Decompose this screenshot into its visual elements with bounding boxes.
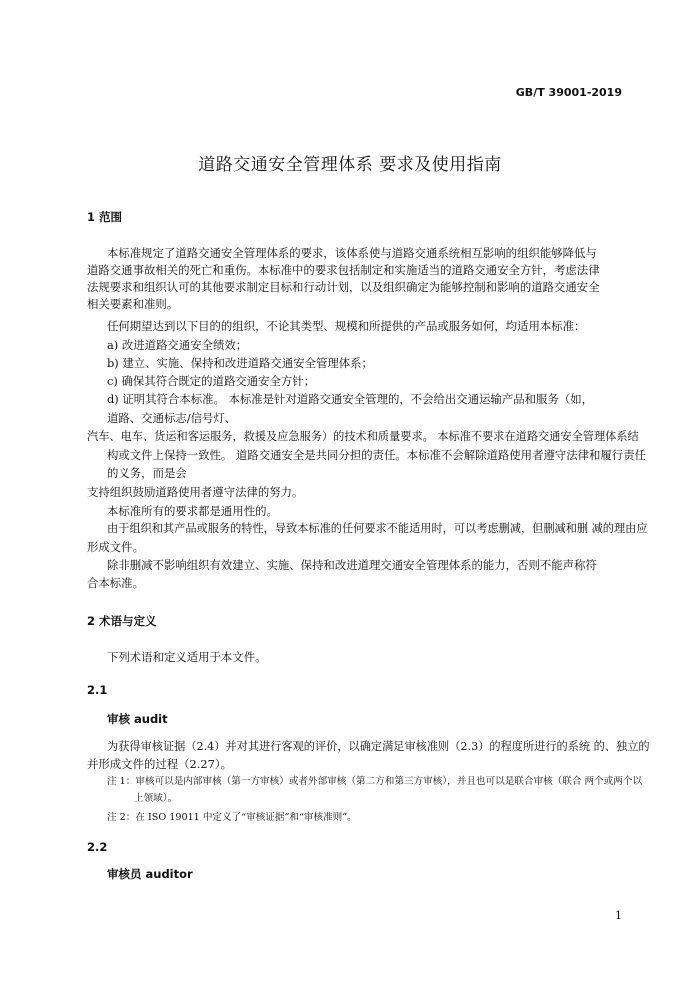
paragraph-line: 形成文件。 xyxy=(87,540,144,554)
standard-number: GB/T 39001-2019 xyxy=(515,86,622,99)
paragraph-line: 道路、交通标志/信号灯、 xyxy=(107,411,237,425)
term-audit: 审核 audit xyxy=(107,712,168,726)
paragraph-line: 构或文件上保持一致性。 道路交通安全是共同分担的责任。本标准不会解除道路使用者遵守法律和履行责任 xyxy=(107,448,646,462)
paragraph-line: 除非删减不影响组织有效建立、实施、保持和改进道理交通安全管理体系的能力，否则不能声称符 xyxy=(107,558,597,572)
note-2: 注 2：在 ISO 19011 中定义了“审核证据”和“审核准则”。 xyxy=(107,812,357,823)
paragraph-line: 本标准所有的要求都是通用性的。 xyxy=(107,504,278,518)
paragraph-line: 法规要求和组织认可的其他要求制定目标和行动计划，以及组织确定为能够控制和影响的道路交通安全 xyxy=(87,280,600,294)
paragraph-line: 本标准规定了道路交通安全管理体系的要求，该体系使与道路交通系统相互影响的组织能够降低与 xyxy=(107,246,597,260)
section-2-heading: 2 术语与定义 xyxy=(87,614,157,628)
paragraph-line: 支持组织鼓励道路使用者遵守法律的努力。 xyxy=(87,485,304,499)
note-1-line: 上领域）。 xyxy=(134,793,178,804)
paragraph-line: 任何期望达到以下目的的组织，不论其类型、规模和所提供的产品或服务如何，均适用本标准： xyxy=(107,319,586,333)
term-number-2-1: 2.1 xyxy=(87,683,108,697)
list-item-d: d) 证明其符合本标准。 本标准是针对道路交通安全管理的，不会给出交通运输产品和服务（如， xyxy=(107,392,593,406)
section-1-heading: 1 范围 xyxy=(87,210,123,224)
paragraph-line: 由于组织和其产品或服务的特性，导致本标准的任何要求不能适用时，可以考虑删减，但删减和删 减的理由应 xyxy=(107,522,648,535)
list-item-b: b) 建立、实施、保持和改进道路交通安全管理体系； xyxy=(107,356,373,370)
section-2-intro: 下列术语和定义适用于本文件。 xyxy=(107,650,267,664)
paragraph-line: 道路交通事故相关的死亡和重伤。本标准中的要求包括制定和实施适当的道路交通安全方针，考虑法律 xyxy=(87,263,600,277)
term-auditor: 审核员 auditor xyxy=(107,867,193,881)
page-number: 1 xyxy=(615,909,622,922)
note-1-line: 注 1：审核可以是内部审核（第一方审核）或者外部审核（第二方和第三方审核），并且也可以是联合审核（联合 两个或两个以 xyxy=(107,776,643,787)
document-title: 道路交通安全管理体系 要求及使用指南 xyxy=(198,155,502,175)
paragraph-line: 汽车、电车、货运和客运服务，救援及应急服务）的技术和质量要求。 本标准不要求在道路交通安全管理体系结 xyxy=(87,430,639,443)
paragraph-line: 合本标准。 xyxy=(87,576,144,590)
paragraph-line: 的义务，而是会 xyxy=(107,466,187,480)
list-item-c: c) 确保其符合既定的道路交通安全方针； xyxy=(107,374,316,388)
definition-line: 并形成文件的过程（2.27）。 xyxy=(87,757,232,771)
term-number-2-2: 2.2 xyxy=(87,840,108,854)
paragraph-line: 相关要素和准则。 xyxy=(87,297,179,311)
list-item-a: a) 改进道路交通安全绩效； xyxy=(107,338,248,352)
definition-line: 为获得审核证据（2.4）并对其进行客观的评价，以确定满足审核准则（2.3）的程度所进行的系统 的、独立的 xyxy=(107,740,650,753)
